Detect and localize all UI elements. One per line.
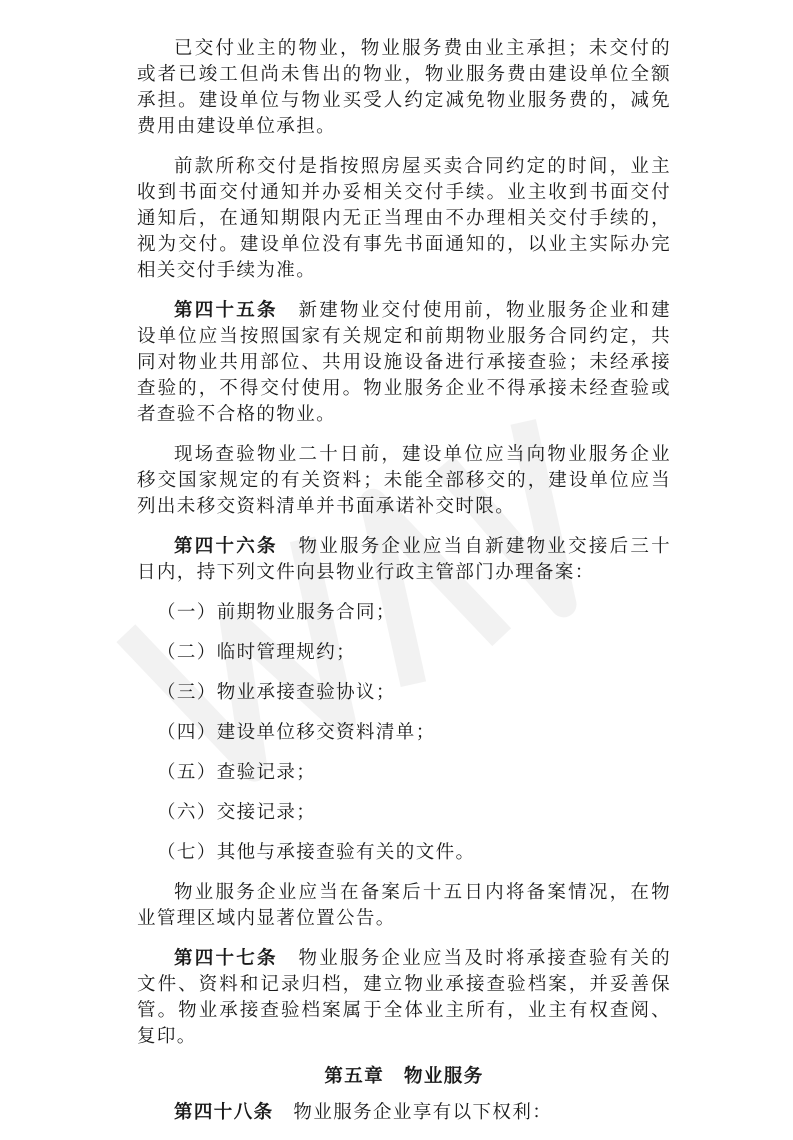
article-label: 第四十六条 (174, 536, 278, 557)
article-text: 物业服务企业享有以下权利： (293, 1102, 553, 1123)
filing-documents-list (137, 600, 671, 866)
article-46 (137, 534, 671, 586)
list-item: （六）交接记录； (157, 802, 317, 823)
paragraph-delivery-fee: 已交付业主的物业，物业服务费由业主承担；未交付的或者已竣工但尚未售出的物业，物业服务费由建设单位全额承担。建设单位与物业买受人约定减免物业服务费的，减免费用由建设单位承担。 (137, 38, 671, 137)
article-text: 新建物业交付使用前，物业服务企业和建设单位应当按照国家有关规定和前期物业服务合同约定，共同对物业共用部位、共用设施设备进行承接查验；未经承接查验的，不得交付使用。物业服务企业不得承接未经查验或者查验不合格的物业。 (137, 300, 671, 425)
paragraph-delivery-definition: 前款所称交付是指按照房屋买卖合同约定的时间，业主收到书面交付通知并办妥相关交付手续。业主收到书面交付通知后，在通知期限内无正当理由不办理相关交付手续的，视为交付。建设单位没有事先书面通知的，以业主实际办完相关交付手续为准。 (137, 156, 671, 281)
article-label: 第四十八条 (174, 1102, 274, 1123)
list-item: （四）建设单位移交资料清单； (157, 722, 436, 743)
list-item: （二）临时管理规约； (157, 642, 357, 663)
article-label: 第四十五条 (174, 300, 278, 321)
list-item: （五）查验记录； (157, 762, 317, 783)
paragraph-46-2: 物业服务企业应当在备案后十五日内将备案情况，在物业管理区域内显著位置公告。 (137, 882, 671, 929)
article-label: 第四十七条 (174, 948, 278, 969)
article-text: 物业服务企业应当自新建物业交接后三十日内，持下列文件向县物业行政主管部门办理备案： (137, 536, 671, 583)
article-48 (137, 1100, 671, 1126)
article-45 (137, 298, 671, 428)
list-item: （三）物业承接查验协议； (157, 682, 396, 703)
article-text: 物业服务企业应当及时将承接查验有关的文件、资料和记录归档，建立物业承接查验档案，并妥善保管。物业承接查验档案属于全体业主所有，业主有权查阅、复印。 (137, 948, 671, 1047)
list-item: （一）前期物业服务合同； (157, 602, 396, 623)
document-page (137, 36, 671, 1140)
list-item: （七）其他与承接查验有关的文件。 (157, 842, 476, 863)
paragraph-45-2: 现场查验物业二十日前，建设单位应当向物业服务企业移交国家规定的有关资料；未能全部移交的，建设单位应当列出未移交资料清单并书面承诺补交时限。 (137, 444, 671, 517)
chapter-heading: 第五章 物业服务 (324, 1066, 484, 1087)
article-47 (137, 946, 671, 1050)
